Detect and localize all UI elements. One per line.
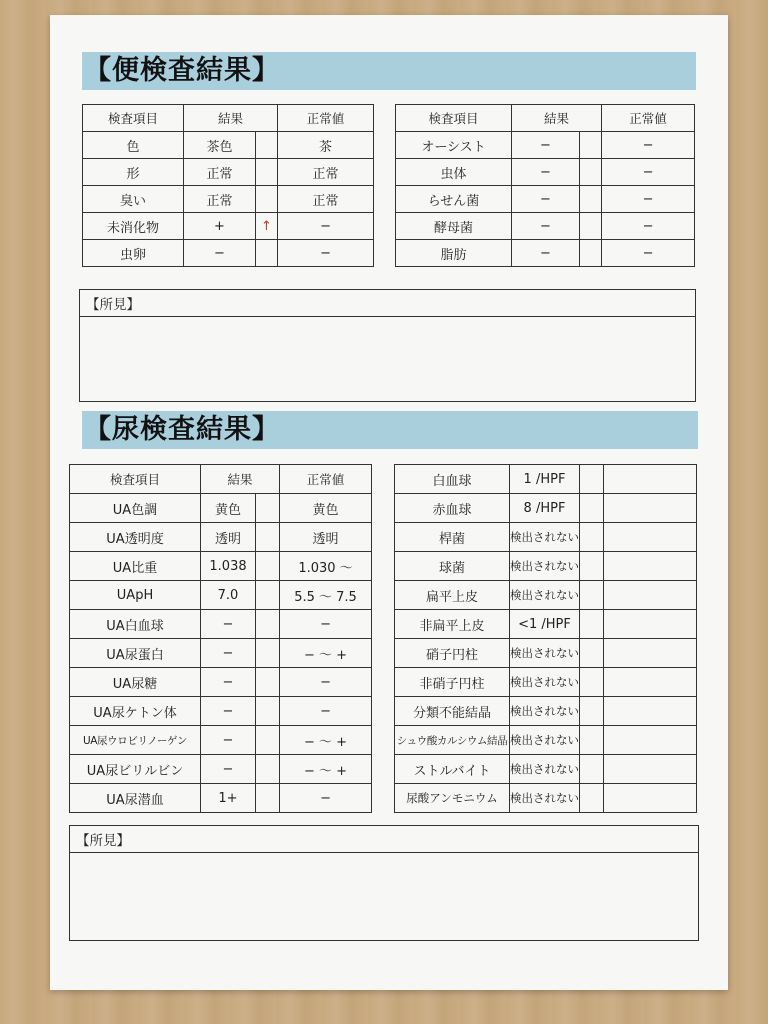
urine-section-title: 【尿検査結果】 — [82, 411, 698, 449]
normal-value: − — [278, 213, 374, 240]
item-name: 酵母菌 — [396, 213, 512, 240]
flag-cell — [256, 159, 278, 186]
table-row — [70, 610, 372, 639]
result-value: 黄色 — [201, 494, 256, 523]
item-name: UA尿糖 — [70, 668, 201, 697]
item-name: UA色調 — [70, 494, 201, 523]
result-value: − — [201, 726, 256, 755]
result-value: − — [201, 668, 256, 697]
item-name: 白血球 — [395, 465, 510, 494]
table-row — [70, 639, 372, 668]
table-row — [396, 213, 695, 240]
item-name: 臭い — [83, 186, 184, 213]
table-row — [396, 159, 695, 186]
normal-value: − — [602, 132, 695, 159]
table-row — [70, 494, 372, 523]
table-row — [395, 639, 697, 668]
normal-value — [604, 697, 697, 726]
item-name: 色 — [83, 132, 184, 159]
item-name: シュウ酸カルシウム結晶 — [395, 726, 510, 755]
item-name: 扁平上皮 — [395, 581, 510, 610]
table-row — [395, 610, 697, 639]
result-value: 検出されない — [510, 523, 580, 552]
table-row — [70, 552, 372, 581]
result-value: − — [512, 240, 580, 267]
urine-table-left — [69, 464, 372, 813]
normal-value — [604, 726, 697, 755]
table-row — [395, 668, 697, 697]
normal-value: 透明 — [280, 523, 372, 552]
item-name: 尿酸アンモニウム — [395, 784, 510, 813]
normal-value — [604, 494, 697, 523]
flag-cell — [256, 639, 280, 668]
item-name: UA尿ビリルビン — [70, 755, 201, 784]
item-name: UA透明度 — [70, 523, 201, 552]
normal-value: − — [280, 668, 372, 697]
result-value: 7.0 — [201, 581, 256, 610]
flag-cell — [256, 726, 280, 755]
item-name: 虫体 — [396, 159, 512, 186]
flag-cell — [580, 726, 604, 755]
normal-value: 正常 — [278, 159, 374, 186]
table-row — [83, 159, 374, 186]
result-value: − — [201, 610, 256, 639]
normal-value — [604, 755, 697, 784]
table-row — [395, 494, 697, 523]
item-name: 硝子円柱 — [395, 639, 510, 668]
result-value: − — [512, 159, 580, 186]
normal-value — [604, 784, 697, 813]
item-name: 分類不能結晶 — [395, 697, 510, 726]
result-value: 1.038 — [201, 552, 256, 581]
normal-value — [604, 668, 697, 697]
flag-cell — [256, 240, 278, 267]
flag-cell — [580, 581, 604, 610]
table-row — [395, 697, 697, 726]
table-row — [396, 240, 695, 267]
normal-value: − 〜 + — [280, 726, 372, 755]
result-value: 8 /HPF — [510, 494, 580, 523]
item-name: UA比重 — [70, 552, 201, 581]
item-name: UA白血球 — [70, 610, 201, 639]
table-row — [70, 784, 372, 813]
header-normal: 正常値 — [278, 105, 374, 132]
item-name: 虫卵 — [83, 240, 184, 267]
normal-value: − — [278, 240, 374, 267]
normal-value: − — [602, 159, 695, 186]
result-value: 検出されない — [510, 668, 580, 697]
flag-cell — [580, 132, 602, 159]
flag-cell — [580, 697, 604, 726]
item-name: UApH — [70, 581, 201, 610]
flag-cell — [580, 639, 604, 668]
table-row — [83, 132, 374, 159]
flag-cell — [580, 610, 604, 639]
table-row — [70, 755, 372, 784]
header-normal: 正常値 — [602, 105, 695, 132]
table-row — [395, 465, 697, 494]
flag-cell — [580, 523, 604, 552]
table-row — [70, 523, 372, 552]
table-row — [395, 784, 697, 813]
header-item: 検査項目 — [396, 105, 512, 132]
flag-cell — [580, 755, 604, 784]
result-value: 透明 — [201, 523, 256, 552]
result-value: − — [201, 697, 256, 726]
result-value: 検出されない — [510, 639, 580, 668]
item-name: 脂肪 — [396, 240, 512, 267]
flag-cell — [256, 494, 280, 523]
flag-cell — [256, 697, 280, 726]
result-value: + — [184, 213, 256, 240]
table-row — [70, 668, 372, 697]
item-name: オーシスト — [396, 132, 512, 159]
stool-section-title: 【便検査結果】 — [82, 52, 696, 90]
item-name: ストルバイト — [395, 755, 510, 784]
item-name: 非扁平上皮 — [395, 610, 510, 639]
result-value: 1+ — [201, 784, 256, 813]
result-value: − — [512, 132, 580, 159]
normal-value: − — [280, 697, 372, 726]
result-value: 1 /HPF — [510, 465, 580, 494]
stool-table-right — [395, 104, 695, 267]
result-value: 検出されない — [510, 552, 580, 581]
urine-findings-box — [69, 825, 699, 941]
normal-value: − — [280, 784, 372, 813]
result-value: 検出されない — [510, 697, 580, 726]
result-value: − — [512, 213, 580, 240]
normal-value: − — [602, 186, 695, 213]
table-row — [70, 726, 372, 755]
normal-value — [604, 639, 697, 668]
flag-cell — [580, 668, 604, 697]
table-row — [83, 213, 374, 240]
table-row — [83, 240, 374, 267]
item-name: 未消化物 — [83, 213, 184, 240]
normal-value — [604, 465, 697, 494]
findings-label: 【所見】 — [80, 290, 695, 317]
table-row — [395, 581, 697, 610]
flag-cell — [256, 755, 280, 784]
result-value: 茶色 — [184, 132, 256, 159]
normal-value: 5.5 〜 7.5 — [280, 581, 372, 610]
normal-value: − 〜 + — [280, 755, 372, 784]
flag-cell — [580, 240, 602, 267]
normal-value: − — [602, 213, 695, 240]
result-value: 検出されない — [510, 581, 580, 610]
findings-label: 【所見】 — [70, 826, 698, 853]
item-name: UA尿ウロビリノーゲン — [70, 726, 201, 755]
result-value: − — [201, 755, 256, 784]
flag-cell — [580, 494, 604, 523]
flag-cell — [580, 159, 602, 186]
normal-value — [604, 552, 697, 581]
stool-table-left — [82, 104, 374, 267]
normal-value: − — [280, 610, 372, 639]
result-value: 正常 — [184, 186, 256, 213]
result-value: − — [184, 240, 256, 267]
normal-value: 黄色 — [280, 494, 372, 523]
table-row — [395, 726, 697, 755]
flag-cell — [256, 610, 280, 639]
flag-cell — [256, 186, 278, 213]
flag-cell — [256, 581, 280, 610]
item-name: 赤血球 — [395, 494, 510, 523]
result-value: <1 /HPF — [510, 610, 580, 639]
item-name: 非硝子円柱 — [395, 668, 510, 697]
header-result: 結果 — [184, 105, 278, 132]
normal-value — [604, 610, 697, 639]
flag-cell — [256, 132, 278, 159]
flag-cell — [580, 465, 604, 494]
lab-report-sheet — [50, 15, 728, 990]
normal-value: 1.030 〜 — [280, 552, 372, 581]
result-value: − — [512, 186, 580, 213]
table-row — [396, 132, 695, 159]
result-value: − — [201, 639, 256, 668]
item-name: 形 — [83, 159, 184, 186]
header-item: 検査項目 — [83, 105, 184, 132]
item-name: UA尿ケトン体 — [70, 697, 201, 726]
flag-cell — [256, 784, 280, 813]
table-row — [83, 186, 374, 213]
normal-value: 正常 — [278, 186, 374, 213]
item-name: UA尿潜血 — [70, 784, 201, 813]
normal-value: − — [602, 240, 695, 267]
item-name: 球菌 — [395, 552, 510, 581]
table-row — [395, 552, 697, 581]
item-name: 桿菌 — [395, 523, 510, 552]
flag-cell — [580, 784, 604, 813]
stool-findings-box — [79, 289, 696, 402]
header-normal: 正常値 — [280, 465, 372, 494]
flag-cell — [580, 186, 602, 213]
table-row — [70, 697, 372, 726]
flag-cell — [580, 213, 602, 240]
result-value: 正常 — [184, 159, 256, 186]
flag-cell — [256, 552, 280, 581]
header-item: 検査項目 — [70, 465, 201, 494]
result-value: 検出されない — [510, 784, 580, 813]
item-name: らせん菌 — [396, 186, 512, 213]
result-value: 検出されない — [510, 755, 580, 784]
normal-value — [604, 523, 697, 552]
flag-cell — [580, 552, 604, 581]
normal-value: 茶 — [278, 132, 374, 159]
flag-cell — [256, 523, 280, 552]
normal-value: − 〜 + — [280, 639, 372, 668]
normal-value — [604, 581, 697, 610]
up-arrow-icon: ↑ — [256, 213, 278, 240]
urine-table-right — [394, 464, 697, 813]
header-result: 結果 — [201, 465, 280, 494]
item-name: UA尿蛋白 — [70, 639, 201, 668]
table-row — [396, 186, 695, 213]
table-row — [395, 755, 697, 784]
result-value: 検出されない — [510, 726, 580, 755]
flag-cell — [256, 668, 280, 697]
table-row — [395, 523, 697, 552]
header-result: 結果 — [512, 105, 602, 132]
table-row — [70, 581, 372, 610]
